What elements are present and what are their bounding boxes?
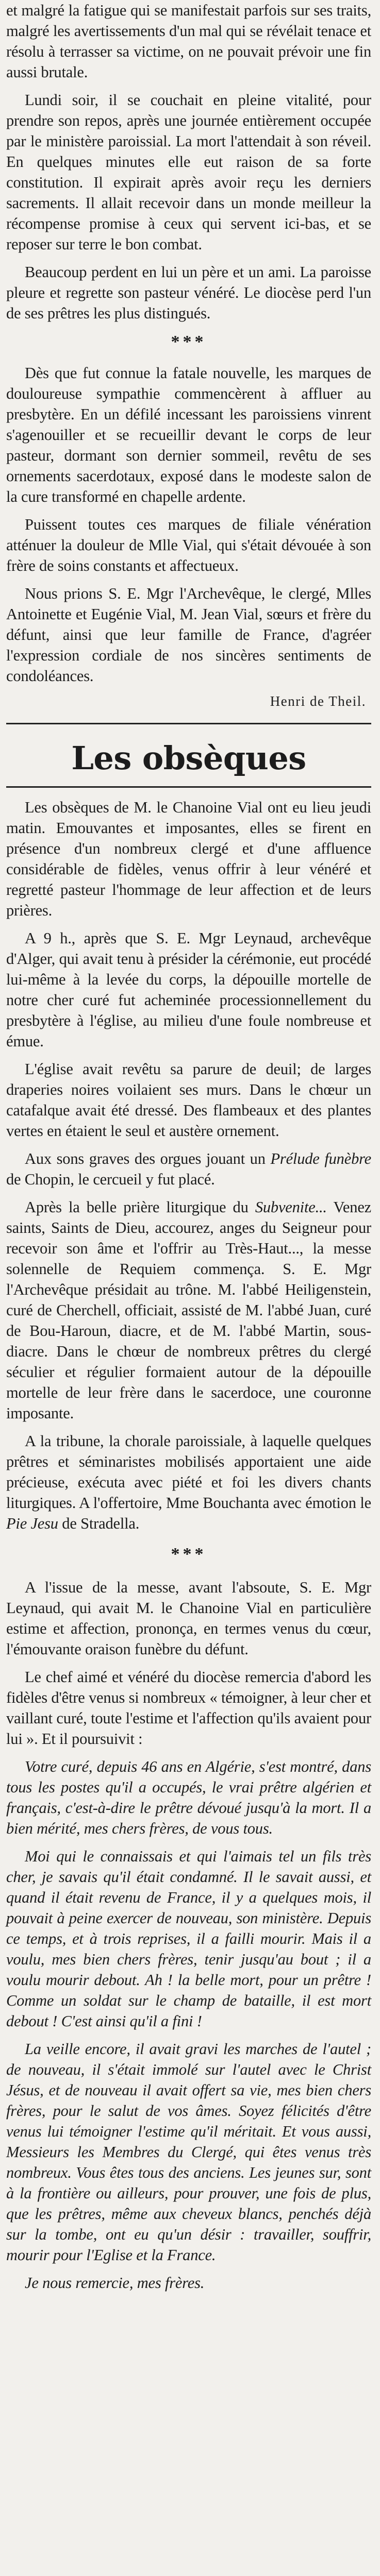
article1-paragraph-6: Nous prions S. E. Mgr l'Archevêque, le clergé, Mlles Antoinette et Eugénie Vial, M. Jean Vial, sœurs et frère du défunt, ainsi que leur famille de France, d'agréer l'expression cordiale de nos sincères sentiments de condoléances. [6,585,371,685]
article2-paragraph-1: Les obsèques de M. le Chanoine Vial ont eu lieu jeudi matin. Emouvantes et imposantes, elles se firent en présence d'un nombreux clergé et d'une affluence considérable de fidèles, venus offrir à leur vénéré et regretté pasteur l'hommage de leur affection et de leurs prières. [6,799,371,919]
article1-paragraph-4: Dès que fut connue la fatale nouvelle, les marques de douloureuse sympathie commencèrent à affluer au presbytère. En un défilé incessant les paroissiens vinrent s'agenouiller et se recueillir devant le corps de leur pasteur, dormant son dernier sommeil, revêtu de ses ornements sacerdotaux, exposé dans le modeste salon de la cure transformé en chapelle ardente. [6,364,371,505]
p6-text-before: A la tribune, la chorale paroissiale, à laquelle quelques prêtres et séminaristes mobilisés apportaient une aide précieuse, exécuta avec piété et foi les divers chants liturgiques. A l'offertoire, Mme Bouchanta avec émotion le [6,1432,371,1512]
p4-italic-title: Prélude funèbre [270,1150,371,1167]
author-signature: Henri de Theil. [270,693,366,709]
article1-paragraph-3: Beaucoup perdent en lui un père et un ami. La paroisse pleure et regrette son pasteur vénéré. Le diocèse perd l'un de ses prêtres les plus distingués. [6,263,371,322]
article1-paragraph-1: et malgré la fatigue qui se manifestait parfois sur ses traits, malgré les avertissements d'un mal qui se révélait tenace et résolu à terrasser sa victime, on ne pouvait prévoir une fin aussi brutale. [6,2,371,81]
article2-paragraph-4 [6,1148,371,1190]
sermon-paragraph-1: Votre curé, depuis 46 ans en Algérie, s'est montré, dans tous les postes qu'il a occupés, le vrai prêtre algérien et français, c'est-à-dire le prêtre dévoué jusqu'à la mort. Il a bien mérité, mes chers frères, de vous tous. [6,1758,371,1837]
article2-paragraph-8: Le chef aimé et vénéré du diocèse remercia d'abord les fidèles d'être venus si nombreux « témoigner, à leur cher et vaillant curé, toute l'estime et l'affection qu'ils avaient pour lui ». Et il poursuivit : [6,1668,371,1748]
article1-paragraph-2: Lundi soir, il se couchait en pleine vitalité, pour prendre son repos, après une journée entièrement occupée par le ministère paroissial. La mort l'attendait à son réveil. En quelques minutes elle eut raison de sa forte constitution. Il expirait après avoir reçu les derniers sacrements. Il allait recevoir dans un monde meilleur la récompense promise à ceux qui servent ici-bas, et se reposer sur terre le bon combat. [6,91,371,253]
p6-text-after: de Stradella. [58,1515,140,1532]
p4-text-after: de Chopin, le cercueil y fut placé. [6,1171,215,1188]
heading-underline [6,786,371,788]
p5-text-before: Après la belle prière liturgique du [25,1198,255,1216]
p6-italic-title: Pie Jesu [6,1515,58,1532]
p5-italic-title: Subvenite... [255,1198,327,1216]
article2-paragraph-6 [6,1431,371,1534]
section-separator-2: *** [171,1545,207,1564]
article2-paragraph-3: L'église avait revêtu sa parure de deuil; de larges draperies noires voilaient ses murs. Dans le chœur un catafalque avait été dressé. Des flambeaux et des plantes vertes en étaient le seul et austère ornement. [6,1060,371,1140]
article2-paragraph-7: A l'issue de la messe, avant l'absoute, S. E. Mgr Leynaud, qui avait M. le Chanoine Vial en particulière estime et affection, prononça, en termes venus du cœur, l'émouvante oraison funèbre du défunt. [6,1579,371,1658]
section-separator: *** [171,332,207,351]
article-heading: Les obsèques [71,739,306,777]
article2-paragraph-2: A 9 h., après que S. E. Mgr Leynaud, archevêque d'Alger, qui avait tenu à présider la cérémonie, eut procédé lui-même à la levée du corps, la dépouille mortelle de notre cher curé fut acheminée processionnellement du presbytère à l'église, au milieu d'une foule nombreuse et émue. [6,929,371,1050]
p5-text-after: Venez saints, Saints de Dieu, accourez, anges du Seigneur pour recevoir son âme et l'offrir au Très-Haut..., la messe solennelle de Requiem commença. S. E. Mgr l'Archevêque présidait au trône. M. l'abbé Heiligenstein, curé de Cherchell, officiait, assisté de M. l'abbé Juan, curé de Bou-Haroun, diacre, et de M. l'abbé Martin, sous-diacre. Dans le chœur de nombreux prêtres du clergé séculier et régulier formaient autour de la dépouille mortelle de leur frère dans le sacerdoce, une couronne imposante. [6,1198,371,1422]
sermon-paragraph-2: Moi qui le connaissais et qui l'aimais tel un fils très cher, je savais qu'il était condamné. Il le savait aussi, et quand il était revenu de France, il y a quelques mois, il pouvait à peine exercer de nouveau, son ministère. Depuis ce temps, et à trois reprises, il a failli mourir. Mais il a voulu, mes bien chers frères, tenir jusqu'au bout ; il a voulu mourir debout. Ah ! la belle mort, pour un prêtre ! Comme un soldat sur le champ de bataille, il est mort debout ! C'est ainsi qu'il a fini ! [6,1848,371,2030]
article1-paragraph-5: Puissent toutes ces marques de filiale vénération atténuer la douleur de Mlle Vial, qui s'était dévouée à son frère de soins constants et affectueux. [6,516,371,574]
article-divider [6,723,371,724]
sermon-paragraph-4: Je nous remercie, mes frères. [25,2274,205,2292]
sermon-paragraph-3: La veille encore, il avait gravi les marches de l'autel ; de nouveau, il s'était immolé sur l'autel avec le Christ Jésus, et de nouveau il avait offert sa vie, mes bien chers frères, pour le salut de vos âmes. Soyez félicités d'être venus lui témoigner l'estime qu'il méritait. Et vous aussi, Messieurs les Membres du Clergé, qui êtes venus très nombreux. Vous êtes tous des anciens. Les jeunes sur, sont à la frontière ou ailleurs, pour prouver, une fois de plus, que les prêtres, même aux cheveux blancs, penchés déjà sur la tombe, ont eu qu'un désir : travailler, souffrir, mourir pour l'Eglise et la France. [6,2040,371,2264]
p4-text-before: Aux sons graves des orgues jouant un [25,1150,271,1167]
article2-paragraph-5 [6,1197,371,1423]
